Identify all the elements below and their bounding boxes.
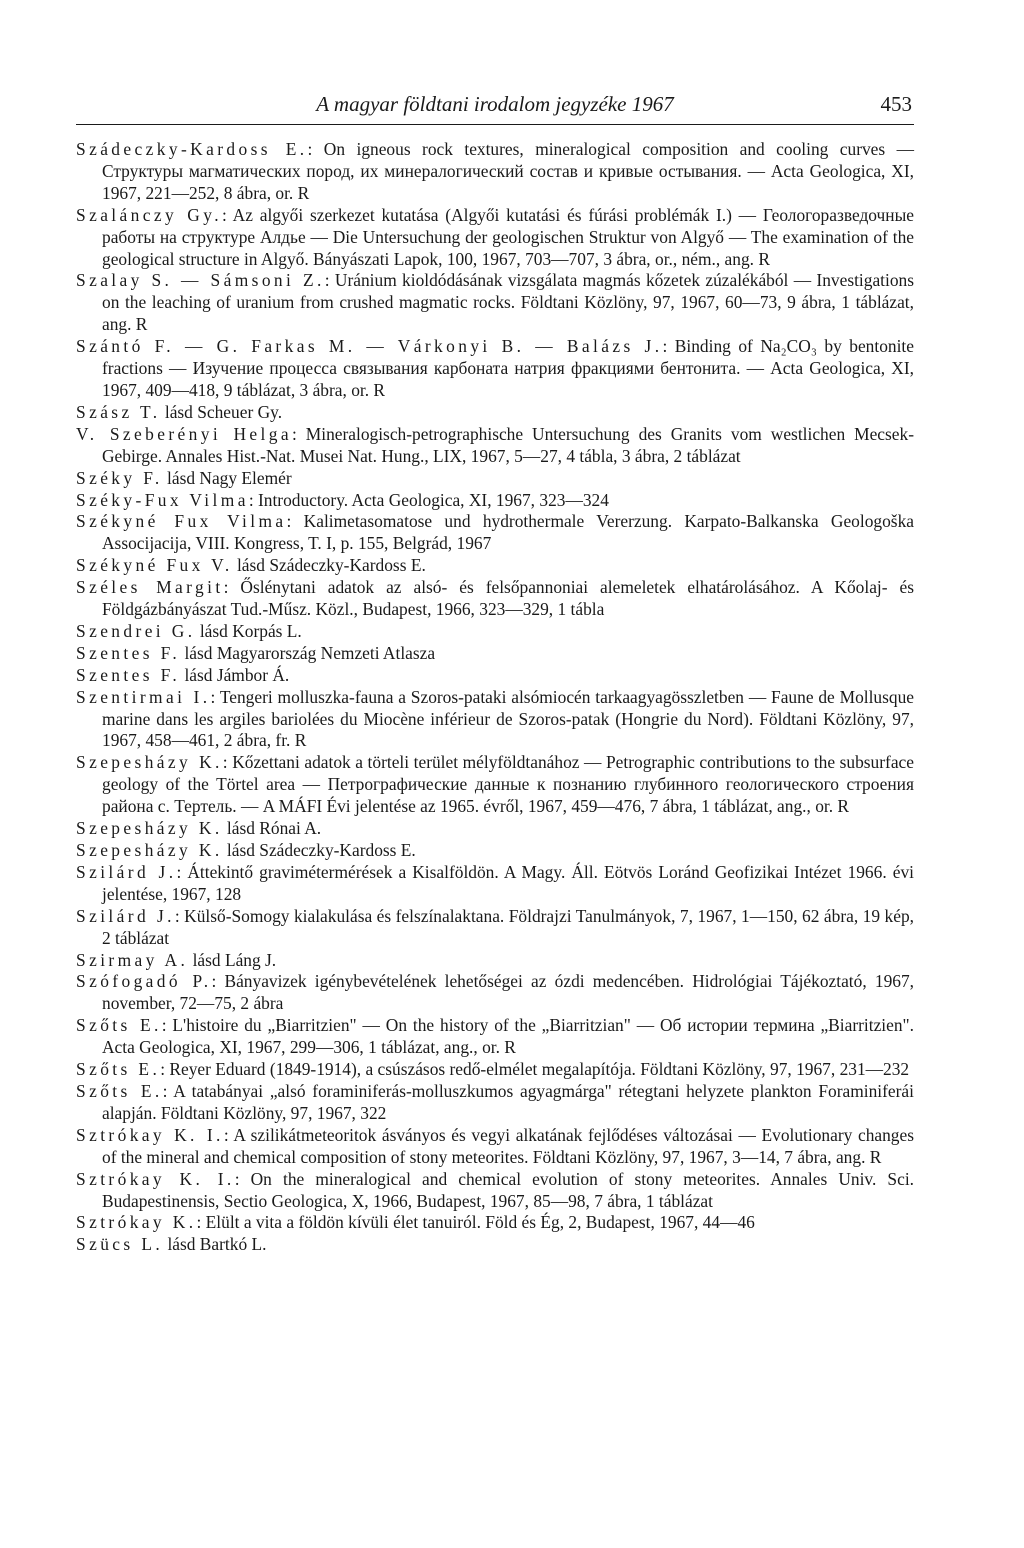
- entry-author: Szirmay A.: [76, 949, 189, 970]
- entry-details: lásd Szádeczky-Kardoss E.: [222, 840, 416, 860]
- bibliography-entry: [76, 468, 914, 490]
- entry-details: : Uránium kioldódásának vizsgálata magmás kőzetek zúzalékából — Investigations on the leaching of uranium from crushed magmatic rocks. Földtani Közlöny, 97, 1967, 60—73, 9 ábra, 1 táblázat, ang. R: [102, 270, 914, 335]
- entry-author: Sztrókay K. I.: [76, 1168, 235, 1189]
- entry-author: Sztrókay K.: [76, 1212, 197, 1233]
- bibliography-entry: [76, 1015, 914, 1059]
- bibliography-entry: [76, 1169, 914, 1213]
- bibliography-entry: [76, 511, 914, 555]
- bibliography-entry: [76, 752, 914, 818]
- entry-details: lásd Bartkó L.: [163, 1234, 267, 1255]
- entry-author: Szentes F.: [76, 642, 181, 663]
- entry-details: lásd Láng J.: [188, 949, 277, 970]
- bibliography-entry: [76, 1081, 914, 1125]
- entry-details: : Elült a vita a földön kívüli élet tanuiról. Föld és Ég, 2, Budapest, 1967, 44—46: [196, 1212, 755, 1233]
- page: [76, 88, 914, 1256]
- entry-author: Sztrókay K. I.: [76, 1124, 224, 1145]
- entry-author: Széles Margit: [76, 577, 224, 598]
- bibliography-entry: [76, 950, 914, 972]
- bibliography-entry: [76, 336, 914, 402]
- entry-author: Szentes F.: [76, 664, 181, 685]
- bibliography-entry: [76, 490, 914, 512]
- bibliography-list: [76, 139, 914, 1256]
- entry-details: lásd Jámbor Á.: [180, 664, 290, 685]
- bibliography-entry: [76, 1234, 914, 1256]
- page-number: 453: [880, 92, 912, 116]
- bibliography-entry: [76, 840, 914, 862]
- entry-details: lásd Scheuer Gy.: [160, 401, 283, 422]
- entry-details: : On the mineralogical and chemical evolution of stony meteorites. Annales Univ. Sci. Budapestinensis, Sectio Geologica, X, 1966, Budapest, 1967, 85—98, 7 ábra, 1 táblázat: [102, 1168, 914, 1211]
- entry-details: : Kalimetasomatose und hydrothermale Vererzung. Karpato-Balkanska Geologoška Associjacija, VIII. Kongress, T. I, p. 155, Belgrád, 1967: [102, 511, 914, 554]
- entry-details: : Áttekintő gravimétermérések a Kisalföldön. A Magy. Áll. Eötvös Loránd Geofizikai Intézet 1966. évi jelentése, 1967, 128: [102, 861, 914, 904]
- entry-details: : A szilikátmeteoritok ásványos és vegyi alkatának fejlődéses változásai — Evolutionary changes of the mineral and chemical composition of stony meteorites. Földtani Közlöny, 97, 1967, 3—14, 7 ábra, ang. R: [102, 1124, 914, 1167]
- entry-details: lásd Nagy Elemér: [162, 467, 292, 488]
- entry-author: Szücs L.: [76, 1234, 164, 1255]
- entry-author: Szentirmai I.: [76, 686, 211, 707]
- bibliography-entry: [76, 818, 914, 840]
- bibliography-entry: [76, 402, 914, 424]
- bibliography-entry: [76, 577, 914, 621]
- entry-details: : Reyer Eduard (1849-1914), a csúszásos redő-elmélet megalapítója. Földtani Közlöny, 97, 1967, 231—232: [160, 1059, 910, 1080]
- bibliography-entry: [76, 862, 914, 906]
- entry-author: Szepesházy K.: [76, 752, 223, 773]
- bibliography-entry: [76, 687, 914, 753]
- entry-details: : Introductory. Acta Geologica, XI, 1967, 323—324: [248, 489, 609, 510]
- entry-author: Szász T.: [76, 401, 161, 422]
- entry-details: : On igneous rock textures, mineralogical composition and cooling curves — Структуры магматических пород, их минералогический состав и кривые остывания. — Acta Geologica, XI, 1967, 221—252, 8 ábra, or. R: [102, 139, 914, 203]
- bibliography-entry: [76, 643, 914, 665]
- entry-author: Szilárd J.: [76, 861, 177, 882]
- entry-author: Szőts E.: [76, 1015, 162, 1036]
- entry-author: Széky F.: [76, 467, 163, 488]
- entry-details: lásd Magyarország Nemzeti Atlasza: [180, 642, 436, 663]
- entry-details: : Bányavizek igénybevételének lehetőségei az ózdi medencében. Hidrológiai Tájékoztató, 1967, november, 72—75, 2 ábra: [102, 971, 915, 1014]
- entry-details: : L'histoire du „Biarritzien" — On the history of the „Biarritzian" — Об истории термина „Biarritzien". Acta Geologica, XI, 1967, 299—306, 1 táblázat, ang., or. R: [102, 1015, 914, 1058]
- entry-author: Szántó F. — G. Farkas M. — Várkonyi B. — Balázs J.: [76, 336, 663, 357]
- entry-author: V. Szeberényi Helga: [76, 423, 292, 444]
- entry-author: Szalay S. — Sámsoni Z.: [76, 270, 325, 291]
- bibliography-entry: [76, 205, 914, 271]
- entry-details: : Őslénytani adatok az alsó- és felsőpannoniai alemeletek elhatárolásához. A Kőolaj- és Földgázbányászat Tud.-Műsz. Közl., Budapest, 1966, 323—329, 1 tábla: [102, 577, 914, 620]
- bibliography-entry: [76, 139, 914, 205]
- bibliography-entry: [76, 555, 914, 577]
- entry-details: : Binding of Na₂CO₃ by bentonite fractions — Изучение процесса связывания карбоната натрия фракциями бентонита. — Acta Geologica, XI, 1967, 409—418, 9 táblázat, 3 ábra, or. R: [102, 336, 914, 400]
- bibliography-entry: [76, 971, 914, 1015]
- entry-author: Széky-Fux Vilma: [76, 489, 249, 510]
- bibliography-entry: [76, 621, 914, 643]
- entry-author: Székyné Fux Vilma: [76, 511, 287, 532]
- entry-details: : Az algyői szerkezet kutatása (Algyői kutatási és fúrási problémák I.) — Геологоразведочные работы на структуре Алдье — Die Untersuchung der geologischen Struktur von Algyő — The examination of the geological structure in Algyő. Bányászati Lapok, 100, 1967, 703—707, 3 ábra, or., ném., ang. R: [102, 204, 914, 269]
- bibliography-entry: [76, 1125, 914, 1169]
- entry-author: Székyné Fux V.: [76, 555, 233, 576]
- entry-author: Szalánczy Gy.: [76, 204, 222, 225]
- entry-author: Szőts E.: [76, 1080, 163, 1101]
- bibliography-entry: [76, 665, 914, 687]
- entry-details: lásd Korpás L.: [195, 620, 302, 641]
- bibliography-entry: [76, 906, 914, 950]
- running-title: A magyar földtani irodalom jegyzéke 1967: [316, 92, 674, 116]
- entry-author: Szilárd J.: [76, 905, 175, 926]
- page-header: [76, 88, 914, 125]
- entry-author: Szendrei G.: [76, 620, 196, 641]
- entry-author: Szőts E.: [76, 1059, 161, 1080]
- entry-author: Szepesházy K.: [76, 840, 223, 860]
- entry-details: : Külső-Somogy kialakulása és felszínalaktana. Földrajzi Tanulmányok, 7, 1967, 1—150, 62 ábra, 19 kép, 2 táblázat: [102, 905, 914, 948]
- entry-author: Szófogadó P.: [76, 971, 212, 992]
- bibliography-entry: [76, 270, 914, 336]
- entry-details: : Tengeri molluszka-fauna a Szoros-pataki alsómiocén tarkaagyagösszletben — Faune de Mollusque marine dans les argiles bariolées du Miocène inférieur de Szoros-patak (Hongrie du Nord). Földtani Közlöny, 97, 1967, 458—461, 2 ábra, fr. R: [102, 686, 914, 751]
- entry-details: lásd Szádeczky-Kardoss E.: [232, 555, 426, 576]
- entry-author: Szádeczky-Kardoss E.: [76, 139, 308, 159]
- entry-details: : A tatabányai „alsó foraminiferás-molluszkumos agyagmárga" rétegtani helyzete plankton Foraminiferái alapján. Földtani Közlöny, 97, 1967, 322: [102, 1080, 914, 1123]
- bibliography-entry: [76, 1059, 914, 1081]
- entry-details: : Mineralogisch-petrographische Untersuchung des Granits vom westlichen Mecsek-Gebirge. Annales Hist.-Nat. Musei Nat. Hung., LIX, 1967, 5—27, 4 tábla, 3 ábra, 2 táblázat: [102, 423, 914, 466]
- entry-details: : Kőzettani adatok a törteli terület mélyföldtanához — Petrographic contributions to the subsurface geology of the Törtel area — Петрографические данные к познанию глубинного геологического строения района с. Тертель. — A MÁFI Évi jelentése az 1965. évről, 1967, 459—476, 7 ábra, 1 táblázat, ang., or. R: [102, 752, 914, 817]
- entry-author: Szepesházy K.: [76, 818, 223, 839]
- bibliography-entry: [76, 424, 914, 468]
- bibliography-entry: [76, 1212, 914, 1234]
- entry-details: lásd Rónai A.: [222, 818, 322, 839]
